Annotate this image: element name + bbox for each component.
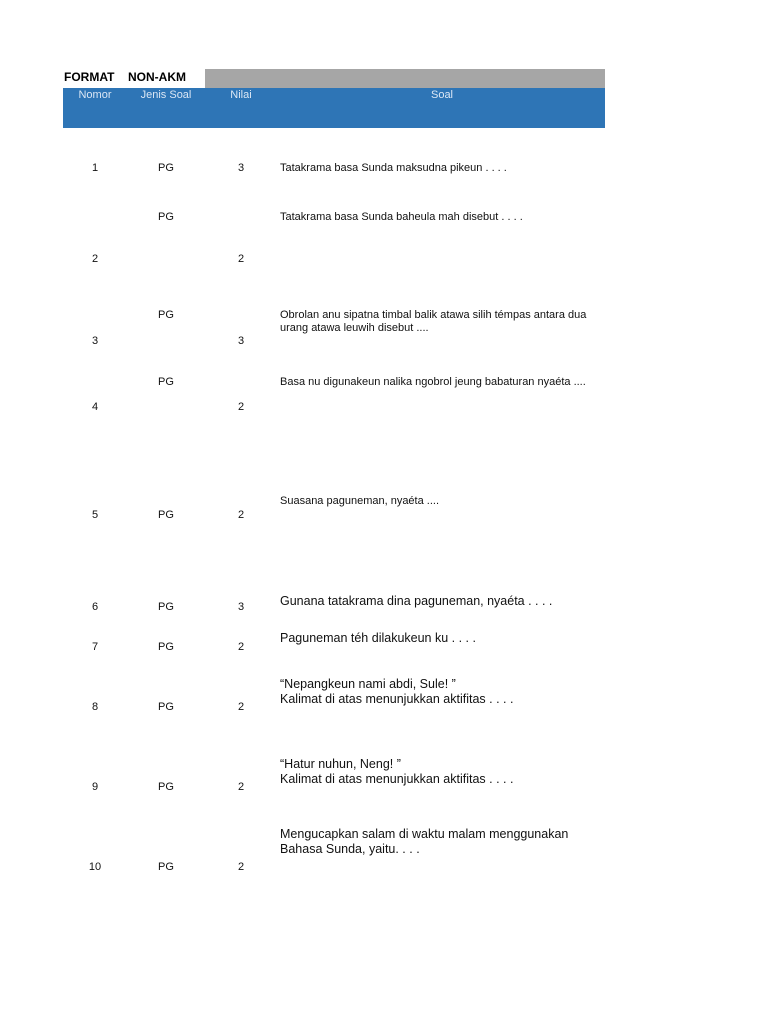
- format-type-label: NON-AKM: [128, 70, 186, 84]
- header-nomor: Nomor: [78, 89, 112, 101]
- row-9-soal: “Hatur nuhun, Neng! ” Kalimat di atas menunjukkan aktifitas . . . .: [280, 757, 514, 786]
- table-header: [63, 88, 605, 128]
- row-1-soal: Tatakrama basa Sunda maksudna pikeun . . . .: [280, 162, 507, 174]
- row-10-jenis: PG: [158, 861, 174, 873]
- header-soal: Soal: [430, 89, 454, 101]
- row-3-nilai: 3: [237, 335, 245, 347]
- title-gray-bar: [205, 69, 605, 88]
- format-label: FORMAT: [64, 70, 115, 84]
- row-6-jenis: PG: [158, 601, 174, 613]
- row-6-soal: Gunana tatakrama dina paguneman, nyaéta . . . .: [280, 594, 553, 608]
- row-7-jenis: PG: [158, 641, 174, 653]
- row-9-nomor: 9: [91, 781, 99, 793]
- row-5-nomor: 5: [91, 509, 99, 521]
- row-3-nomor: 3: [91, 335, 99, 347]
- row-2-jenis: PG: [158, 211, 174, 223]
- row-4-nomor: 4: [91, 401, 99, 413]
- row-4-nilai: 2: [237, 401, 245, 413]
- row-1-jenis: PG: [158, 162, 174, 174]
- row-5-soal: Suasana paguneman, nyaéta ....: [280, 495, 440, 507]
- row-1-nilai: 3: [237, 162, 245, 174]
- row-6-nomor: 6: [91, 601, 99, 613]
- row-6-nilai: 3: [237, 601, 245, 613]
- row-4-jenis: PG: [158, 376, 174, 388]
- row-8-nomor: 8: [91, 701, 99, 713]
- row-10-soal: Mengucapkan salam di waktu malam menggunakan Bahasa Sunda, yaitu. . . .: [280, 827, 569, 856]
- row-5-nilai: 2: [237, 509, 245, 521]
- row-9-jenis: PG: [158, 781, 174, 793]
- row-2-nomor: 2: [91, 253, 99, 265]
- row-3-jenis: PG: [158, 309, 174, 321]
- row-3-soal: Obrolan anu sipatna timbal balik atawa silih témpas antara dua urang atawa leuwih disebut ....: [280, 309, 587, 334]
- row-5-jenis: PG: [158, 509, 174, 521]
- row-1-nomor: 1: [91, 162, 99, 174]
- header-nilai: Nilai: [230, 89, 252, 101]
- row-8-soal: “Nepangkeun nami abdi, Sule! ” Kalimat di atas menunjukkan aktifitas . . . .: [280, 677, 514, 706]
- row-10-nomor: 10: [88, 861, 102, 873]
- header-jenis-soal: Jenis Soal: [140, 89, 192, 101]
- row-7-soal: Paguneman téh dilakukeun ku . . . .: [280, 631, 476, 645]
- row-8-nilai: 2: [237, 701, 245, 713]
- row-10-nilai: 2: [237, 861, 245, 873]
- row-2-soal: Tatakrama basa Sunda baheula mah disebut . . . .: [280, 211, 523, 223]
- row-2-nilai: 2: [237, 253, 245, 265]
- row-4-soal: Basa nu digunakeun nalika ngobrol jeung babaturan nyaéta ....: [280, 376, 586, 388]
- row-7-nilai: 2: [237, 641, 245, 653]
- row-7-nomor: 7: [91, 641, 99, 653]
- row-9-nilai: 2: [237, 781, 245, 793]
- title-row: [63, 69, 605, 88]
- row-8-jenis: PG: [158, 701, 174, 713]
